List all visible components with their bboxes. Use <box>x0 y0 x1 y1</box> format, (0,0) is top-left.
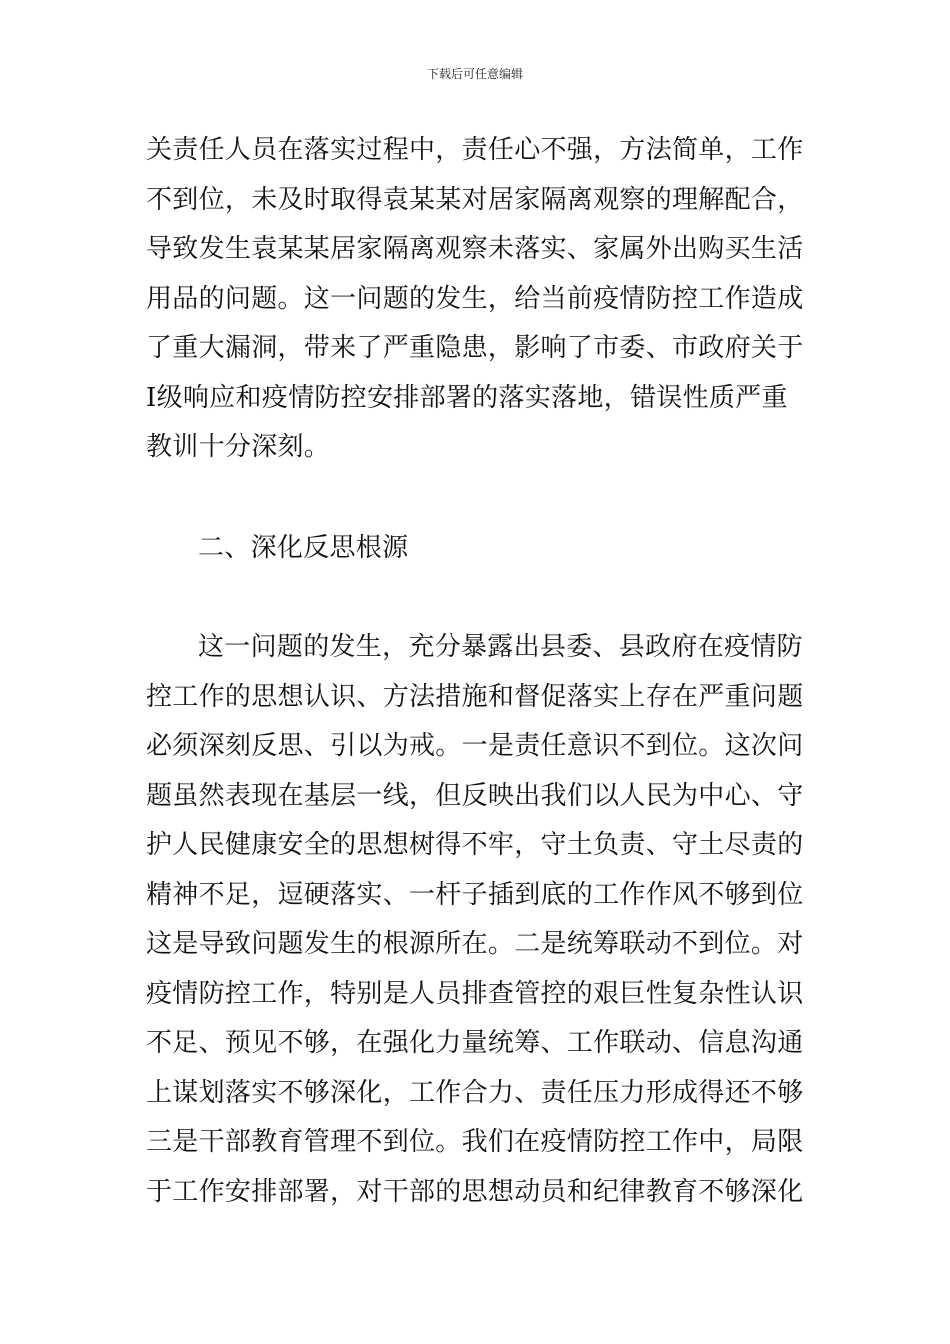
text-line: 这一问题的发生，充分暴露出县委、县政府在疫情防 <box>198 632 803 662</box>
text-line: 三是干部教育管理不到位。我们在疫情防控工作中，局限 <box>146 1127 804 1157</box>
text-line: 用品的问题。这一问题的发生，给当前疫情防控工作造成 <box>146 283 804 314</box>
text-line: 不到位，未及时取得袁某某对居家隔离观察的理解配合， <box>146 184 804 215</box>
text-line: 护人民健康安全的思想树得不牢，守土负责、守土尽责的 <box>146 830 804 860</box>
text-line: 精神不足，逗硬落实、一杆子插到底的工作作风不够到位 <box>146 879 804 910</box>
text-line: Ⅰ级响应和疫情防控安排部署的落实落地，错误性质严重 <box>146 382 788 413</box>
text-line: 于工作安排部署，对干部的思想动员和纪律教育不够深化 <box>146 1176 804 1207</box>
text-line: 题虽然表现在基层一线，但反映出我们以人民为中心、守 <box>146 780 804 811</box>
text-line: 控工作的思想认识、方法措施和督促落实上存在严重问题 <box>146 681 804 712</box>
section-heading-block <box>146 524 810 574</box>
page-header: 下载后可任意编辑 <box>426 67 523 81</box>
paragraph-continued <box>146 126 810 473</box>
text-line: 不足、预见不够，在强化力量统筹、工作联动、信息沟通 <box>146 1028 804 1058</box>
text-line: 关责任人员在落实过程中，责任心不强，方法简单，工作 <box>146 135 804 165</box>
section-heading: 二、深化反思根源 <box>198 533 409 563</box>
text-line: 这是导致问题发生的根源所在。二是统筹联动不到位。对 <box>146 929 804 959</box>
paragraph-reflection <box>146 623 810 1217</box>
text-line: 教训十分深刻。 <box>146 432 331 462</box>
text-line: 必须深刻反思、引以为戒。一是责任意识不到位。这次问 <box>146 731 804 761</box>
text-line: 上谋划落实不够深化，工作合力、责任压力形成得还不够 <box>146 1077 804 1108</box>
text-line: 导致发生袁某某居家隔离观察未落实、家属外出购买生活 <box>146 234 804 264</box>
text-line: 疫情防控工作，特别是人员排查管控的艰巨性复杂性认识 <box>146 978 804 1009</box>
text-line: 了重大漏洞，带来了严重隐患，影响了市委、市政府关于 <box>146 333 804 363</box>
